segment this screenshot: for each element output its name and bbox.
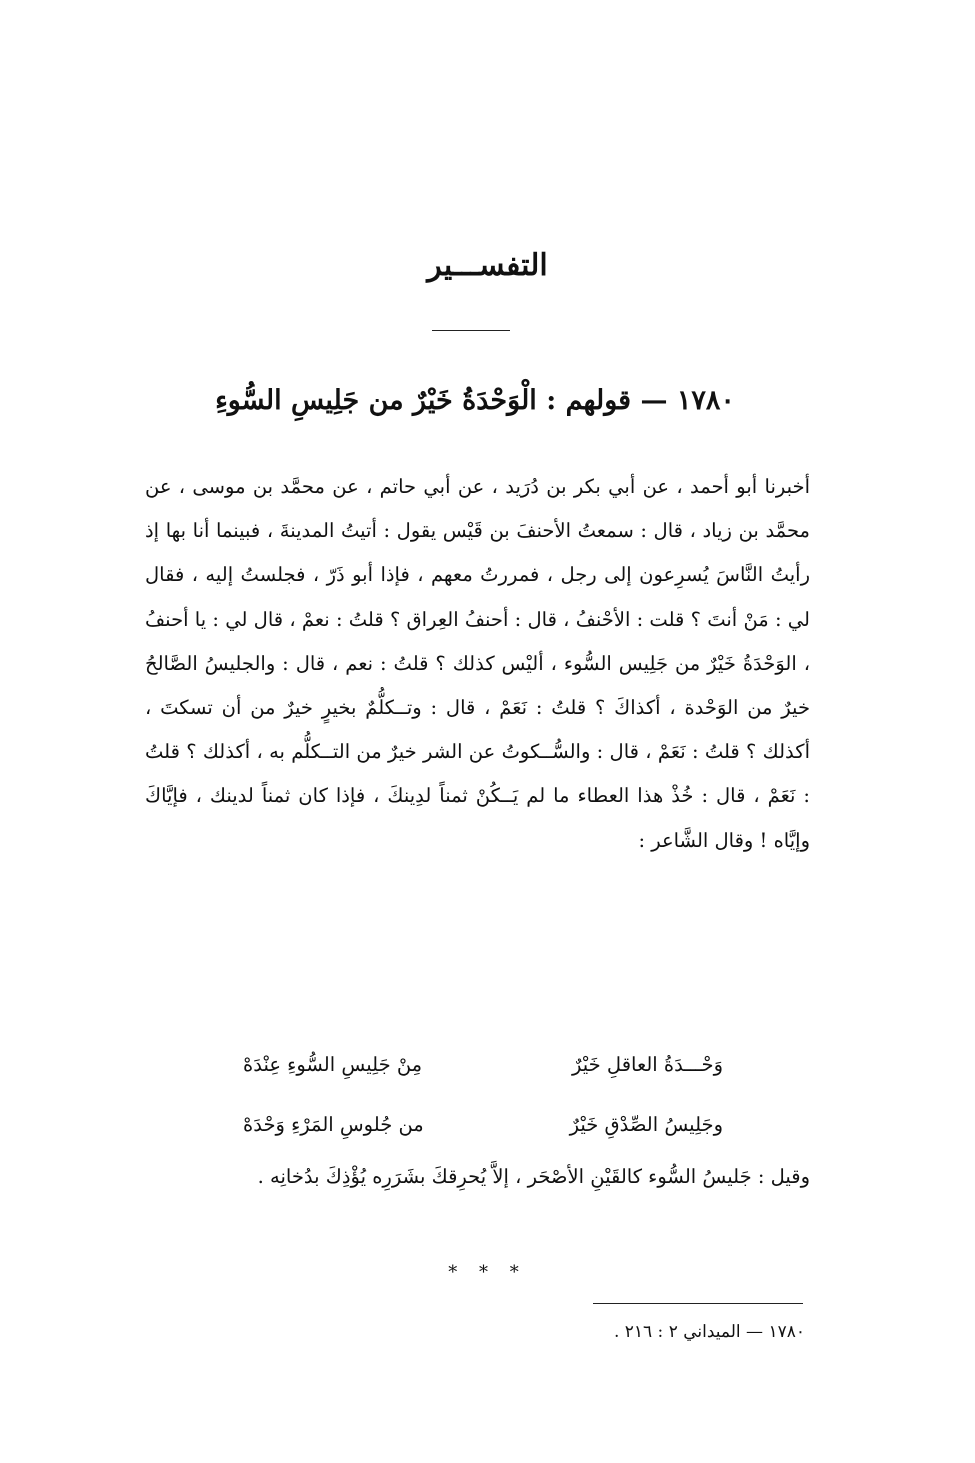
closing-paragraph: وقيل : جَليسُ السُّوء كالقَيْنِ الأصْحَر ، إلاَّ يُحرِقكَ بشَرَرِه يُؤْذِكَ بدُخانِه . (257, 1165, 810, 1188)
entry-heading: ١٧٨٠ — قولهم : الْوَحْدَةُ خَيْرٌ من جَلِيسِ السُّوءِ (215, 385, 735, 416)
verse-line (243, 1035, 723, 1095)
verse-second-hemistich: من جُلوسِ المَرْءِ وَحْدَهْ (243, 1113, 424, 1136)
poem-verses (243, 1035, 723, 1155)
entry-paragraph: أخبرنا أبو أحمد ، عن أبي بكر بن دُرَيد ، عن أبي حاتم ، عن محمَّد بن موسى ، عن محمَّد بن زياد ، قال : سمعتُ الأحنفَ بن قَيْس يقول : أتيتُ المدينةَ ، فبينما أنا بها إذ رأيتُ النَّاسَ يُسرِعون إلى رجل ، فمررتُ معهم ، فإذا أبو ذَرّ ، فجلستُ إليه ، فقال لي : مَنْ أنتَ ؟ قلت : الأحْنفُ ، قال : أحنفُ العِراق ؟ قلتُ : نعمْ ، قال لي : يا أحنفُ ، الوَحْدَةُ خَيْرٌ من جَلِيس السُّوء ، أليْس كذلك ؟ قلتُ : نعم ، قال : والجليسُ الصَّالحُ خيرٌ من الوَحْدة ، أكذاكَ ؟ قلتُ : نَعَمْ ، قال : وتــكلُّمٌ بخيرٍ خيرٌ من أن تسكتَ ، أكذلك ؟ قلتُ : نَعَمْ ، قال : والسُّــكوتُ عن الشر خيرٌ من التــكلُّم به ، أكذلك ؟ قلتُ : نَعَمْ ، قال : خُذْ هذا العطاء ما لم يَــكُنْ ثمناً لدِينكَ ، فإذا كان ثمناً لدينك ، فإيَّاكَ وإيَّاه ! وقال الشَّاعر : (145, 475, 810, 852)
title-divider (432, 330, 510, 331)
verse-first-hemistich: وجَلِيسُ الصِّدْقِ خَيْرٌ (569, 1113, 723, 1136)
footnote: ١٧٨٠ — الميداني ٢ : ٢١٦ . (613, 1322, 805, 1342)
section-separator-asterisms: * * * (448, 1262, 527, 1283)
section-title: التفســـير (427, 248, 548, 283)
verse-line (243, 1095, 723, 1155)
verse-second-hemistich: مِنْ جَلِيسِ السُّوءِ عِنْدَهْ (243, 1053, 423, 1076)
verse-first-hemistich: وَحْـــدَةُ العاقلِ خَيْرٌ (572, 1053, 723, 1076)
footnote-divider (593, 1303, 803, 1304)
